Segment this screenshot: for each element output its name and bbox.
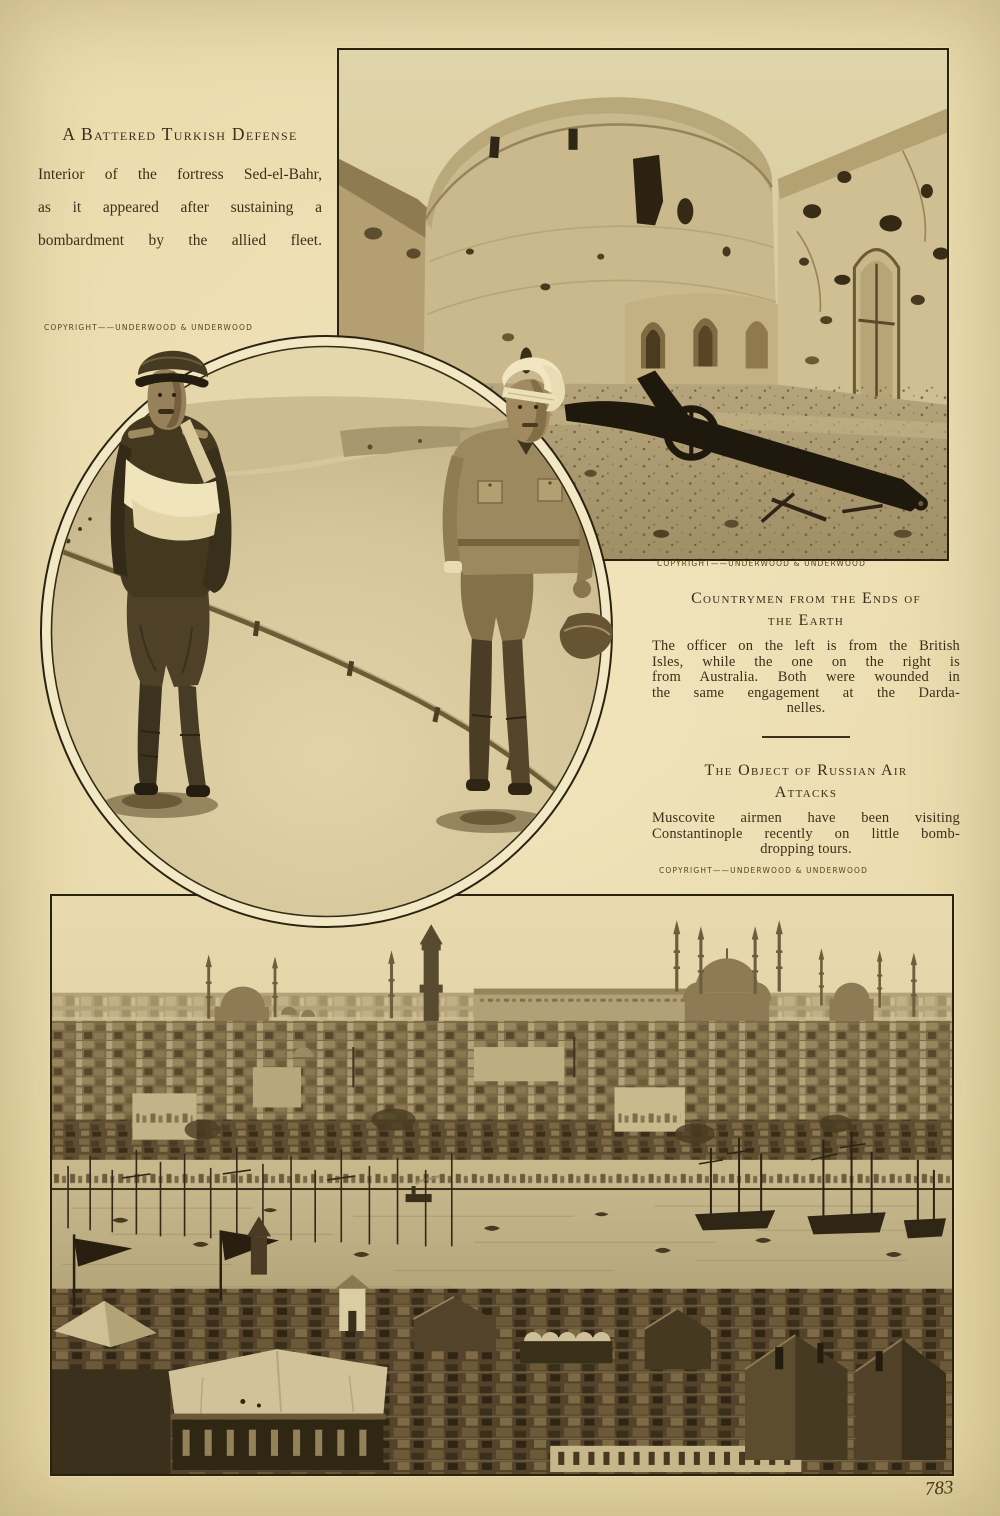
- wounded-soldiers-photo: [40, 335, 613, 928]
- fortress-mid-wall: [625, 293, 778, 384]
- copyright-line: COPYRIGHT——UNDERWOOD & UNDERWOOD: [44, 323, 253, 332]
- caption-battered-defense: [38, 122, 322, 257]
- copyright-line: COPYRIGHT——UNDERWOOD & UNDERWOOD: [659, 866, 868, 875]
- caption-heading: the Earth: [767, 612, 845, 629]
- page-number: 783: [924, 1477, 955, 1500]
- caption-line: nelles.: [786, 700, 826, 717]
- warehouse: [169, 1349, 388, 1470]
- caption-countrymen: [652, 588, 960, 717]
- caption-heading: A Battered Turkish Defense: [62, 124, 298, 144]
- copyright-line: COPYRIGHT——UNDERWOOD & UNDERWOOD: [657, 559, 866, 568]
- caption-heading: The Object of Russian Air: [704, 762, 908, 779]
- caption-line: from Australia. Both were wounded in: [652, 669, 960, 686]
- city-mass: [52, 1021, 952, 1164]
- caption-line: Interior of the fortress Sed-el-Bahr,: [38, 166, 322, 183]
- soldiers-illustration: [40, 335, 613, 928]
- golden-horn-water: [52, 1176, 952, 1297]
- panorama-illustration: [52, 896, 952, 1474]
- caption-line: The officer on the left is from the British: [652, 638, 960, 654]
- caption-line: Muscovite airmen have been visiting: [652, 810, 960, 826]
- caption-line: Constantinople recently on little bomb-: [652, 825, 960, 842]
- caption-line: as it appeared after sustaining a: [38, 199, 322, 216]
- caption-line: the same engagement at the Darda-: [652, 684, 960, 701]
- waterfront-buildings: [52, 1160, 952, 1192]
- caption-heading: Countrymen from the Ends of: [691, 590, 921, 607]
- caption-heading: Attacks: [774, 784, 838, 801]
- bath-domes: [520, 1332, 612, 1363]
- section-divider: [762, 736, 850, 738]
- constantinople-panorama-photo: [50, 894, 954, 1476]
- caption-line: Isles, while the one on the right is: [652, 653, 960, 670]
- caption-russian-air: [652, 760, 960, 858]
- caption-line: dropping tours.: [760, 841, 852, 858]
- caption-line: bombardment by the allied fleet.: [38, 232, 322, 249]
